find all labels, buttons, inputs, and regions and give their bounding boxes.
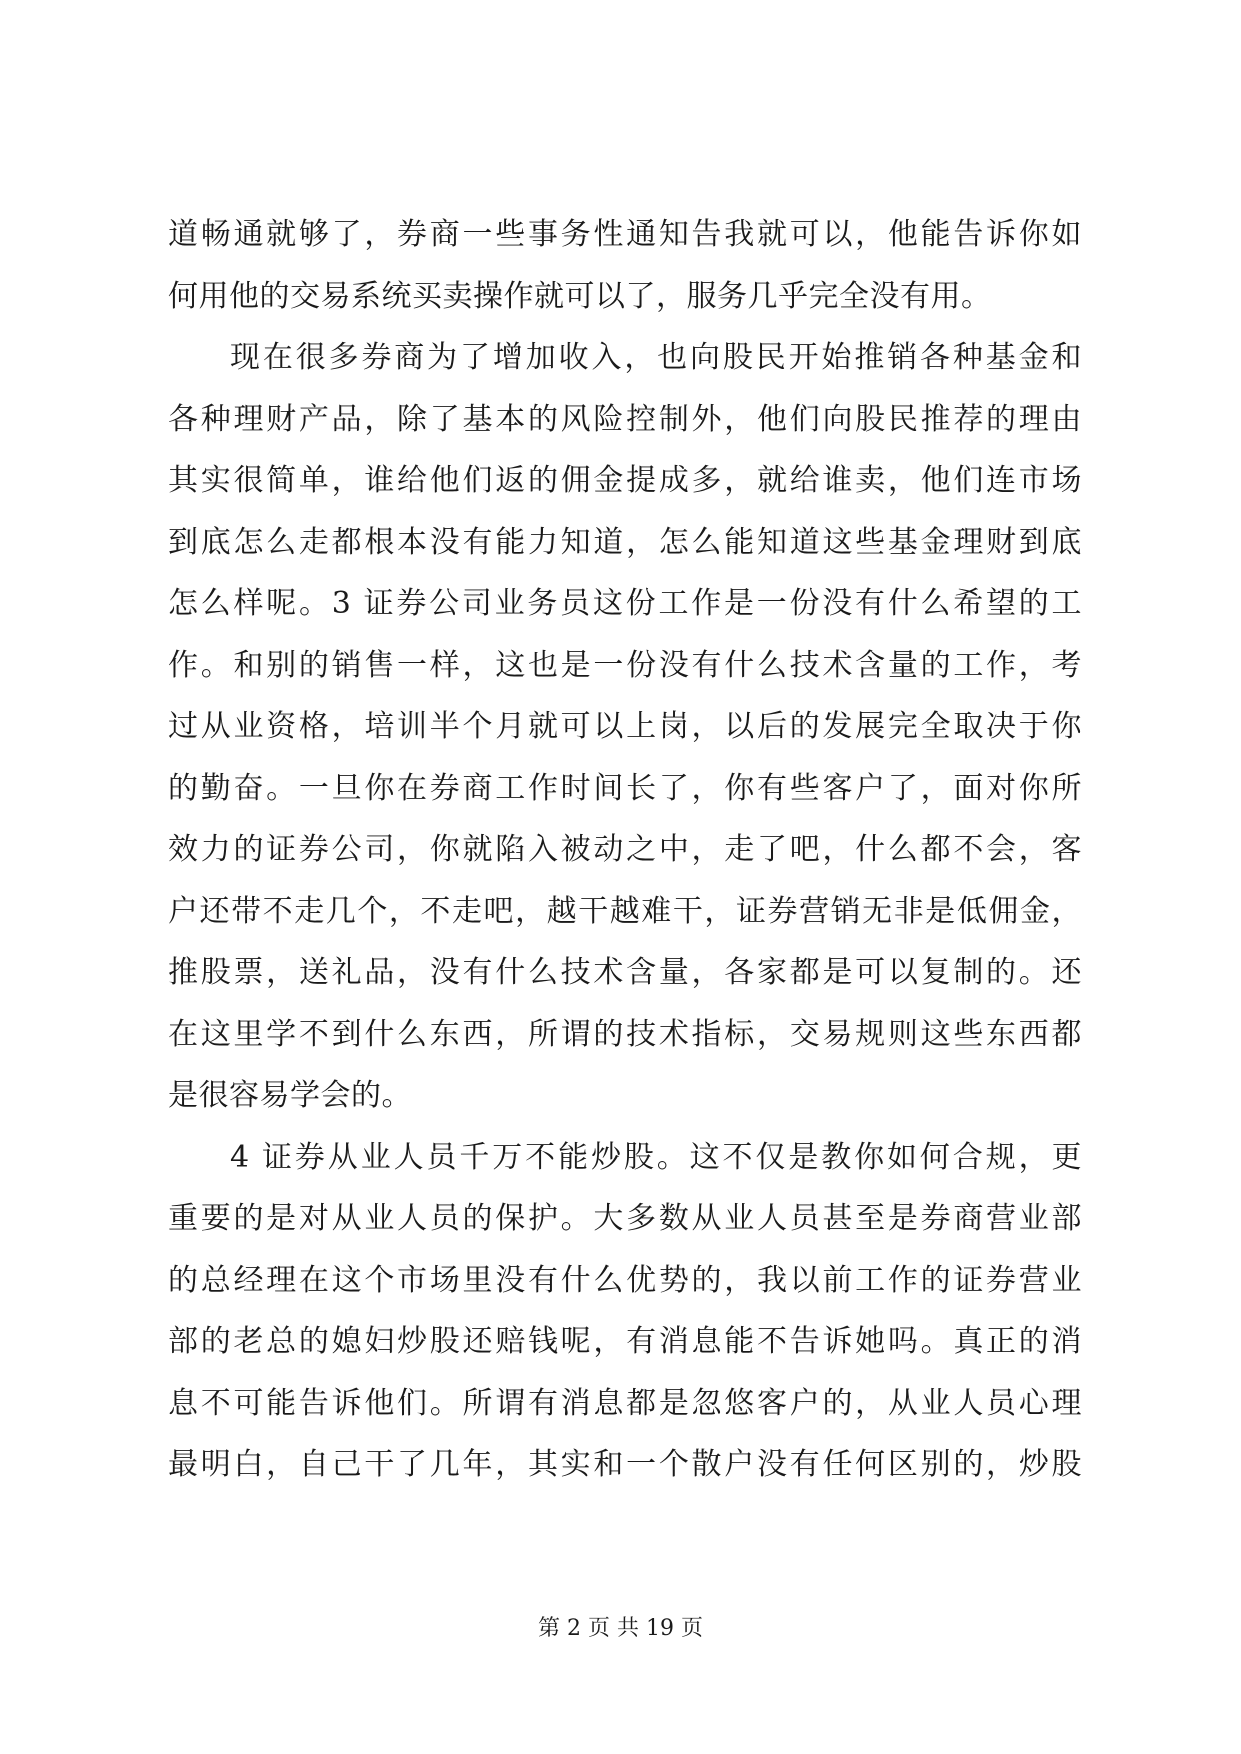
text-line: 过从业资格，培训半个月就可以上岗，以后的发展完全取决于你 [168, 709, 1082, 744]
text-line: 现在很多券商为了增加收入，也向股民开始推销各种基金和 [230, 340, 1082, 375]
page-footer: 第 2 页 共 19 页 [538, 1616, 703, 1641]
text-line: 其实很简单，谁给他们返的佣金提成多，就给谁卖，他们连市场 [168, 463, 1082, 498]
text-line: 各种理财产品，除了基本的风险控制外，他们向股民推荐的理由 [168, 401, 1082, 437]
text-line: 的总经理在这个市场里没有什么优势的，我以前工作的证券营业 [168, 1262, 1082, 1298]
text-line: 重要的是对从业人员的保护。大多数从业人员甚至是券商营业部 [168, 1201, 1082, 1236]
text-line: 怎么样呢。3 证券公司业务员这份工作是一份没有什么希望的工 [168, 586, 1082, 621]
text-line: 息不可能告诉他们。所谓有消息都是忽悠客户的，从业人员心理 [168, 1385, 1082, 1421]
text-line: 是很容易学会的。 [168, 1078, 412, 1113]
body-text [168, 204, 1082, 1496]
text-line: 作。和别的销售一样，这也是一份没有什么技术含量的工作，考 [168, 647, 1082, 683]
text-line: 最明白，自己干了几年，其实和一个散户没有任何区别的，炒股 [168, 1447, 1082, 1482]
text-line: 道畅通就够了，券商一些事务性通知告我就可以，他能告诉你如 [168, 217, 1082, 252]
text-line: 在这里学不到什么东西，所谓的技术指标，交易规则这些东西都 [168, 1016, 1082, 1052]
text-line: 户还带不走几个，不走吧，越干越难干，证券营销无非是低佣金， [168, 893, 1082, 929]
text-line: 部的老总的媳妇炒股还赔钱呢，有消息能不告诉她吗。真正的消 [168, 1324, 1082, 1359]
text-line: 推股票，送礼品，没有什么技术含量，各家都是可以复制的。还 [168, 955, 1082, 990]
text-line: 效力的证券公司，你就陷入被动之中，走了吧，什么都不会，客 [168, 832, 1082, 867]
text-line: 的勤奋。一旦你在券商工作时间长了，你有些客户了，面对你所 [168, 770, 1082, 806]
text-line: 4 证券从业人员千万不能炒股。这不仅是教你如何合规，更 [230, 1139, 1082, 1175]
text-line: 何用他的交易系统买卖操作就可以了，服务几乎完全没有用。 [168, 278, 992, 314]
text-line: 到底怎么走都根本没有能力知道，怎么能知道这些基金理财到底 [168, 524, 1082, 560]
